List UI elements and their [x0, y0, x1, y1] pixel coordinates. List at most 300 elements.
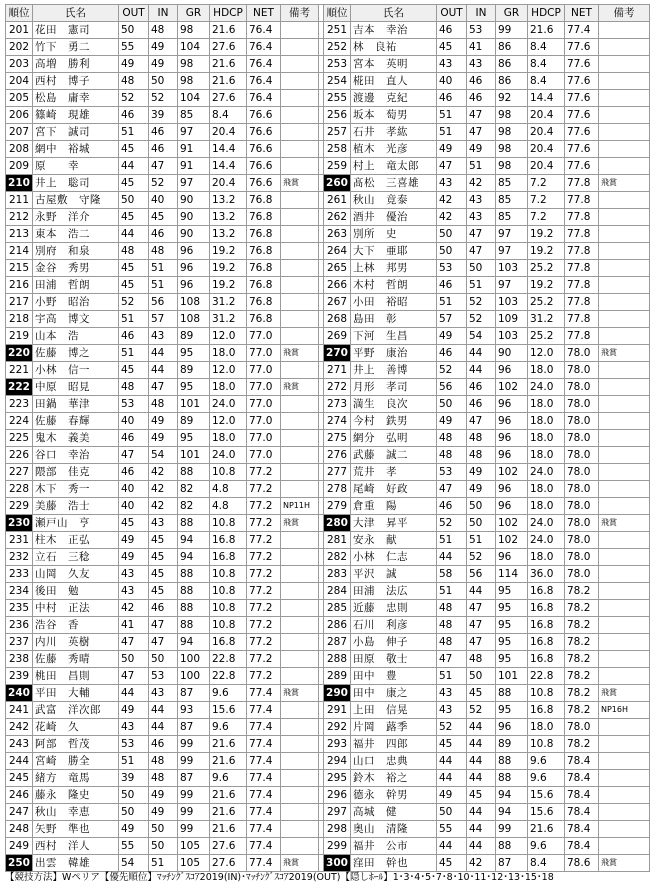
handicap-cell: 8.4	[528, 56, 565, 73]
out-score-cell: 46	[437, 90, 467, 107]
table-row	[6, 634, 650, 651]
in-score-cell: 53	[467, 22, 496, 39]
in-score-cell: 45	[149, 549, 178, 566]
in-score-cell: 43	[467, 192, 496, 209]
net-score-cell: 76.6	[247, 141, 281, 158]
out-score-cell: 45	[119, 209, 149, 226]
rank-cell: 289	[324, 668, 351, 685]
net-score-cell: 77.2	[247, 566, 281, 583]
header-net: NET	[565, 5, 599, 22]
rank-cell: 232	[6, 549, 33, 566]
net-score-cell: 77.2	[247, 583, 281, 600]
gross-score-cell: 108	[178, 311, 210, 328]
table-row	[6, 736, 650, 753]
remark-cell	[281, 226, 319, 243]
in-score-cell: 44	[467, 736, 496, 753]
out-score-cell: 48	[437, 617, 467, 634]
name-cell: 田浦 法広	[351, 583, 437, 600]
gross-score-cell: 99	[496, 22, 528, 39]
rank-cell: 282	[324, 549, 351, 566]
gross-score-cell: 88	[178, 566, 210, 583]
net-score-cell: 77.2	[247, 464, 281, 481]
remark-cell	[599, 566, 650, 583]
handicap-cell: 8.4	[528, 855, 565, 872]
remark-cell	[281, 719, 319, 736]
rank-cell: 281	[324, 532, 351, 549]
remark-cell	[281, 532, 319, 549]
remark-cell: 飛賞	[281, 515, 319, 532]
gross-score-cell: 98	[496, 158, 528, 175]
name-cell: 満生 良次	[351, 396, 437, 413]
handicap-cell: 20.4	[528, 158, 565, 175]
name-cell: 奥山 清隆	[351, 821, 437, 838]
net-score-cell: 76.4	[247, 90, 281, 107]
rank-cell: 247	[6, 804, 33, 821]
net-score-cell: 77.8	[565, 192, 599, 209]
handicap-cell: 9.6	[210, 770, 247, 787]
handicap-cell: 18.0	[528, 498, 565, 515]
rank-cell: 218	[6, 311, 33, 328]
net-score-cell: 78.2	[565, 634, 599, 651]
gross-score-cell: 82	[178, 498, 210, 515]
table-row	[6, 294, 650, 311]
out-score-cell: 52	[119, 294, 149, 311]
handicap-cell: 19.2	[528, 277, 565, 294]
table-row	[6, 39, 650, 56]
table-row	[6, 430, 650, 447]
rank-cell: 242	[6, 719, 33, 736]
remark-cell	[599, 362, 650, 379]
in-score-cell: 48	[467, 430, 496, 447]
remark-cell	[599, 719, 650, 736]
out-score-cell: 47	[119, 634, 149, 651]
gross-score-cell: 96	[178, 277, 210, 294]
handicap-cell: 12.0	[210, 413, 247, 430]
out-score-cell: 48	[437, 634, 467, 651]
rank-cell: 207	[6, 124, 33, 141]
remark-cell	[281, 651, 319, 668]
gross-score-cell: 85	[178, 107, 210, 124]
remark-cell	[281, 158, 319, 175]
net-score-cell: 77.4	[247, 719, 281, 736]
name-cell: 井上 善博	[351, 362, 437, 379]
table-row	[6, 107, 650, 124]
header-name: 氏名	[351, 5, 437, 22]
rank-cell: 276	[324, 447, 351, 464]
handicap-cell: 25.2	[528, 260, 565, 277]
remark-cell	[281, 124, 319, 141]
in-score-cell: 52	[149, 175, 178, 192]
net-score-cell: 77.4	[247, 702, 281, 719]
name-cell: 後田 勉	[33, 583, 119, 600]
out-score-cell: 55	[119, 838, 149, 855]
in-score-cell: 43	[149, 328, 178, 345]
net-score-cell: 76.8	[247, 294, 281, 311]
out-score-cell: 50	[119, 22, 149, 39]
results-sheet	[5, 4, 649, 872]
in-score-cell: 50	[149, 821, 178, 838]
gross-score-cell: 98	[496, 141, 528, 158]
rank-cell: 204	[6, 73, 33, 90]
net-score-cell: 78.0	[565, 719, 599, 736]
gross-score-cell: 91	[178, 158, 210, 175]
gross-score-cell: 85	[496, 209, 528, 226]
out-score-cell: 48	[437, 430, 467, 447]
rank-cell: 256	[324, 107, 351, 124]
rank-cell: 298	[324, 821, 351, 838]
gross-score-cell: 101	[496, 668, 528, 685]
in-score-cell: 46	[149, 600, 178, 617]
net-score-cell: 77.6	[565, 124, 599, 141]
name-cell: 田原 敬士	[351, 651, 437, 668]
table-row	[6, 719, 650, 736]
gross-score-cell: 99	[178, 804, 210, 821]
header-in: IN	[149, 5, 178, 22]
rank-cell: 250	[6, 855, 33, 872]
gross-score-cell: 86	[496, 39, 528, 56]
gross-score-cell: 94	[178, 549, 210, 566]
rank-cell: 300	[324, 855, 351, 872]
table-row	[6, 583, 650, 600]
name-cell: 窪田 幹也	[351, 855, 437, 872]
out-score-cell: 47	[437, 651, 467, 668]
in-score-cell: 46	[467, 73, 496, 90]
remark-cell	[281, 107, 319, 124]
in-score-cell: 44	[149, 362, 178, 379]
remark-cell	[281, 787, 319, 804]
rank-cell: 221	[6, 362, 33, 379]
in-score-cell: 48	[149, 753, 178, 770]
gross-score-cell: 96	[496, 362, 528, 379]
name-cell: 柱木 正弘	[33, 532, 119, 549]
in-score-cell: 42	[149, 498, 178, 515]
rank-cell: 210	[6, 175, 33, 192]
remark-cell	[599, 430, 650, 447]
out-score-cell: 45	[119, 141, 149, 158]
in-score-cell: 50	[467, 498, 496, 515]
handicap-cell: 20.4	[528, 124, 565, 141]
header-net: NET	[247, 5, 281, 22]
in-score-cell: 51	[467, 158, 496, 175]
remark-cell	[599, 770, 650, 787]
in-score-cell: 52	[467, 702, 496, 719]
handicap-cell: 18.0	[528, 549, 565, 566]
out-score-cell: 51	[437, 583, 467, 600]
rank-cell: 208	[6, 141, 33, 158]
net-score-cell: 78.0	[565, 549, 599, 566]
name-cell: 石川 利彦	[351, 617, 437, 634]
table-row	[6, 141, 650, 158]
handicap-cell: 8.4	[528, 39, 565, 56]
in-score-cell: 47	[467, 124, 496, 141]
gross-score-cell: 96	[178, 243, 210, 260]
name-cell: 上田 信晃	[351, 702, 437, 719]
rank-cell: 213	[6, 226, 33, 243]
name-cell: 平田 大輔	[33, 685, 119, 702]
out-score-cell: 46	[437, 277, 467, 294]
rank-cell: 226	[6, 447, 33, 464]
remark-cell	[281, 56, 319, 73]
table-row	[6, 668, 650, 685]
handicap-cell: 9.6	[528, 753, 565, 770]
name-cell: 小田 裕昭	[351, 294, 437, 311]
out-score-cell: 46	[437, 345, 467, 362]
gross-score-cell: 85	[496, 192, 528, 209]
out-score-cell: 50	[119, 787, 149, 804]
rank-cell: 223	[6, 396, 33, 413]
net-score-cell: 77.6	[565, 158, 599, 175]
header-in: IN	[467, 5, 496, 22]
gross-score-cell: 82	[178, 481, 210, 498]
remark-cell	[281, 634, 319, 651]
rank-cell: 214	[6, 243, 33, 260]
rank-cell: 272	[324, 379, 351, 396]
rank-cell: 203	[6, 56, 33, 73]
remark-cell	[599, 532, 650, 549]
name-cell: 高増 勝利	[33, 56, 119, 73]
remark-cell	[599, 498, 650, 515]
out-score-cell: 45	[119, 175, 149, 192]
out-score-cell: 48	[437, 447, 467, 464]
net-score-cell: 78.0	[565, 430, 599, 447]
remark-cell: NP16H	[599, 702, 650, 719]
handicap-cell: 24.0	[528, 379, 565, 396]
remark-cell	[599, 447, 650, 464]
in-score-cell: 47	[149, 379, 178, 396]
net-score-cell: 78.0	[565, 345, 599, 362]
handicap-cell: 16.8	[528, 651, 565, 668]
handicap-cell: 27.6	[210, 90, 247, 107]
net-score-cell: 78.2	[565, 600, 599, 617]
name-cell: 宮本 英明	[351, 56, 437, 73]
name-cell: 山本 浩	[33, 328, 119, 345]
net-score-cell: 77.6	[565, 56, 599, 73]
in-score-cell: 44	[467, 821, 496, 838]
name-cell: 福井 四郎	[351, 736, 437, 753]
in-score-cell: 45	[467, 787, 496, 804]
remark-cell	[281, 447, 319, 464]
name-cell: 松島 庸幸	[33, 90, 119, 107]
handicap-cell: 14.4	[528, 90, 565, 107]
net-score-cell: 77.0	[247, 430, 281, 447]
rank-cell: 270	[324, 345, 351, 362]
handicap-cell: 14.4	[210, 158, 247, 175]
net-score-cell: 78.2	[565, 702, 599, 719]
net-score-cell: 77.2	[247, 600, 281, 617]
name-cell: 西村 洋人	[33, 838, 119, 855]
handicap-cell: 21.6	[210, 787, 247, 804]
remark-cell	[599, 226, 650, 243]
remark-cell	[281, 770, 319, 787]
net-score-cell: 76.8	[247, 226, 281, 243]
out-score-cell: 50	[437, 243, 467, 260]
out-score-cell: 53	[437, 464, 467, 481]
name-cell: 竹下 勇二	[33, 39, 119, 56]
handicap-cell: 18.0	[528, 430, 565, 447]
name-cell: 宇高 博文	[33, 311, 119, 328]
handicap-cell: 19.2	[210, 277, 247, 294]
out-score-cell: 51	[119, 345, 149, 362]
gross-score-cell: 87	[496, 855, 528, 872]
table-row	[6, 481, 650, 498]
rank-cell: 206	[6, 107, 33, 124]
gross-score-cell: 88	[496, 838, 528, 855]
out-score-cell: 55	[119, 39, 149, 56]
remark-cell	[281, 464, 319, 481]
gross-score-cell: 88	[178, 583, 210, 600]
table-row	[6, 311, 650, 328]
net-score-cell: 77.8	[565, 294, 599, 311]
out-score-cell: 52	[437, 362, 467, 379]
handicap-cell: 25.2	[528, 328, 565, 345]
rank-cell: 265	[324, 260, 351, 277]
in-score-cell: 49	[467, 481, 496, 498]
name-cell: 網分 弘明	[351, 430, 437, 447]
name-cell: 井上 聡司	[33, 175, 119, 192]
net-score-cell: 78.0	[565, 515, 599, 532]
remark-cell: 飛賞	[599, 855, 650, 872]
handicap-cell: 20.4	[528, 107, 565, 124]
net-score-cell: 77.2	[247, 668, 281, 685]
gross-score-cell: 95	[178, 379, 210, 396]
net-score-cell: 76.4	[247, 22, 281, 39]
remark-cell	[281, 668, 319, 685]
gross-score-cell: 96	[496, 413, 528, 430]
handicap-cell: 27.6	[210, 39, 247, 56]
name-cell: 東本 浩二	[33, 226, 119, 243]
rank-cell: 246	[6, 787, 33, 804]
table-row	[6, 549, 650, 566]
name-cell: 原 幸	[33, 158, 119, 175]
name-cell: 大津 昇平	[351, 515, 437, 532]
net-score-cell: 77.0	[247, 447, 281, 464]
name-cell: 永野 洋介	[33, 209, 119, 226]
remark-cell	[599, 73, 650, 90]
name-cell: 山口 忠典	[351, 753, 437, 770]
rank-cell: 299	[324, 838, 351, 855]
name-cell: 花田 憲司	[33, 22, 119, 39]
handicap-cell: 21.6	[210, 736, 247, 753]
rank-cell: 255	[324, 90, 351, 107]
remark-cell	[281, 736, 319, 753]
rank-cell: 233	[6, 566, 33, 583]
out-score-cell: 51	[437, 124, 467, 141]
gross-score-cell: 104	[178, 39, 210, 56]
name-cell: 木下 秀一	[33, 481, 119, 498]
out-score-cell: 50	[119, 651, 149, 668]
net-score-cell: 77.6	[565, 39, 599, 56]
handicap-cell: 21.6	[528, 821, 565, 838]
in-score-cell: 53	[149, 668, 178, 685]
remark-cell	[281, 396, 319, 413]
out-score-cell: 49	[119, 56, 149, 73]
handicap-cell: 8.4	[528, 73, 565, 90]
rank-cell: 264	[324, 243, 351, 260]
results-rows	[6, 22, 650, 872]
gross-score-cell: 95	[178, 430, 210, 447]
rank-cell: 295	[324, 770, 351, 787]
in-score-cell: 47	[467, 226, 496, 243]
name-cell: 篠崎 現雄	[33, 107, 119, 124]
remark-cell: 飛賞	[599, 685, 650, 702]
gross-score-cell: 105	[178, 838, 210, 855]
remark-cell	[281, 141, 319, 158]
handicap-cell: 12.0	[210, 362, 247, 379]
net-score-cell: 78.2	[565, 736, 599, 753]
table-row	[6, 855, 650, 872]
name-cell: 古屋敷 守隆	[33, 192, 119, 209]
gross-score-cell: 94	[496, 787, 528, 804]
handicap-cell: 10.8	[210, 600, 247, 617]
net-score-cell: 78.4	[565, 821, 599, 838]
rank-cell: 209	[6, 158, 33, 175]
table-row	[6, 753, 650, 770]
out-score-cell: 51	[119, 311, 149, 328]
in-score-cell: 48	[149, 243, 178, 260]
net-score-cell: 77.2	[247, 515, 281, 532]
gross-score-cell: 98	[178, 73, 210, 90]
in-score-cell: 41	[467, 39, 496, 56]
net-score-cell: 78.4	[565, 753, 599, 770]
out-score-cell: 47	[119, 447, 149, 464]
rank-cell: 231	[6, 532, 33, 549]
gross-score-cell: 96	[496, 430, 528, 447]
out-score-cell: 39	[119, 770, 149, 787]
name-cell: 中村 正法	[33, 600, 119, 617]
name-cell: 田鍋 華津	[33, 396, 119, 413]
handicap-cell: 16.8	[528, 617, 565, 634]
remark-cell	[599, 753, 650, 770]
out-score-cell: 51	[437, 107, 467, 124]
rank-cell: 261	[324, 192, 351, 209]
remark-cell	[599, 600, 650, 617]
table-row	[6, 804, 650, 821]
gross-score-cell: 98	[178, 22, 210, 39]
in-score-cell: 42	[149, 464, 178, 481]
rank-cell: 275	[324, 430, 351, 447]
name-cell: 小野 昭治	[33, 294, 119, 311]
name-cell: 出雲 韓雄	[33, 855, 119, 872]
out-score-cell: 45	[119, 515, 149, 532]
out-score-cell: 47	[119, 668, 149, 685]
net-score-cell: 78.4	[565, 770, 599, 787]
name-cell: 椛田 直人	[351, 73, 437, 90]
gross-score-cell: 95	[496, 583, 528, 600]
in-score-cell: 43	[149, 685, 178, 702]
table-row	[6, 464, 650, 481]
name-cell: 佐藤 博之	[33, 345, 119, 362]
out-score-cell: 44	[119, 158, 149, 175]
table-row	[6, 22, 650, 39]
handicap-cell: 18.0	[528, 447, 565, 464]
remark-cell	[281, 362, 319, 379]
remark-cell	[599, 39, 650, 56]
out-score-cell: 57	[437, 311, 467, 328]
handicap-cell: 21.6	[210, 821, 247, 838]
in-score-cell: 47	[467, 243, 496, 260]
in-score-cell: 47	[467, 634, 496, 651]
remark-cell	[599, 651, 650, 668]
remark-cell	[281, 821, 319, 838]
remark-cell	[281, 566, 319, 583]
remark-cell	[281, 311, 319, 328]
net-score-cell: 77.2	[247, 549, 281, 566]
header-hdcp: HDCP	[210, 5, 247, 22]
out-score-cell: 45	[119, 277, 149, 294]
gross-score-cell: 88	[178, 464, 210, 481]
net-score-cell: 77.6	[565, 141, 599, 158]
table-row	[6, 90, 650, 107]
